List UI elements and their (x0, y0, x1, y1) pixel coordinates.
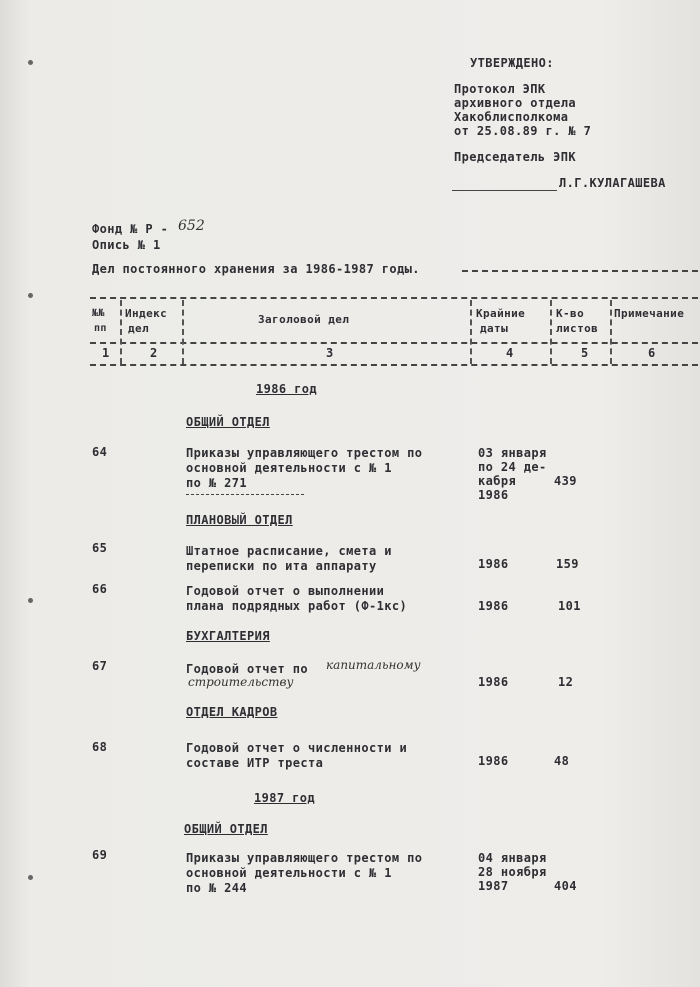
column-header-index: Индекс (125, 307, 168, 320)
column-header-notes: Примечание (614, 307, 685, 320)
column-header-num: №№ (92, 308, 105, 319)
opis-label: Опись № 1 (92, 238, 161, 252)
column-header-num: пп (94, 323, 107, 334)
row-sheets: 101 (558, 599, 581, 613)
column-number: 4 (506, 346, 514, 360)
column-divider (120, 300, 122, 364)
row-sheets: 439 (554, 474, 577, 488)
row-title: Годовой отчет о выполнении (186, 584, 385, 598)
row-number: 66 (92, 582, 108, 596)
row-title: плана подрядных работ (Ф-1кс) (186, 599, 408, 613)
row-title: Годовой отчет по (186, 662, 308, 676)
row-sheets: 159 (556, 557, 579, 571)
binder-hole (28, 875, 33, 880)
row-title: основной деятельности с № 1 (186, 461, 392, 475)
document-title: Дел постоянного хранения за 1986-1987 годы. (92, 262, 420, 276)
column-header-sheets: листов (556, 322, 599, 335)
column-header-title: Заголовой дел (258, 313, 350, 326)
row-dates: 1986 (478, 557, 509, 571)
column-number: 1 (102, 346, 110, 360)
row-separator (186, 494, 304, 495)
section-heading: ПЛАНОВЫЙ ОТДЕЛ (186, 513, 293, 527)
fond-label: Фонд № Р - (92, 222, 169, 236)
column-divider (550, 300, 552, 364)
column-divider (182, 300, 184, 364)
approval-line: от 25.08.89 г. № 7 (454, 124, 592, 138)
row-dates: 1986 (478, 488, 509, 502)
column-header-dates: даты (480, 322, 509, 335)
approval-title: УТВЕРЖДЕНО: (470, 56, 554, 70)
row-title: по № 244 (186, 881, 247, 895)
column-number: 2 (150, 346, 158, 360)
row-dates: кабря (478, 474, 517, 488)
header-bottom-line (90, 364, 698, 366)
approval-line: Хакоблисполкома (454, 110, 569, 124)
row-title: переписки по ита аппарату (186, 559, 377, 573)
row-title: Штатное расписание, смета и (186, 544, 392, 558)
row-dates: 1986 (478, 754, 509, 768)
approval-line: Протокол ЭПК (454, 82, 546, 96)
row-dates: 04 января (478, 851, 547, 865)
row-sheets: 12 (558, 675, 574, 689)
row-title: по № 271 (186, 476, 247, 490)
year-heading: 1986 год (256, 382, 317, 396)
header-top-line (90, 297, 698, 299)
column-number: 6 (648, 346, 656, 360)
row-dates: по 24 де- (478, 460, 547, 474)
row-title: составе ИТР треста (186, 756, 324, 770)
binder-hole (28, 60, 33, 65)
row-dates: 1987 (478, 879, 509, 893)
row-dates: 1986 (478, 675, 509, 689)
column-header-dates: Крайние (476, 307, 526, 320)
approval-line: архивного отдела (454, 96, 576, 110)
section-heading: ОБЩИЙ ОТДЕЛ (186, 415, 270, 429)
column-number: 3 (326, 346, 334, 360)
approval-chair-name: Л.Г.КУЛАГАШЕВА (559, 176, 666, 190)
row-sheets: 48 (554, 754, 570, 768)
row-dates: 03 января (478, 446, 547, 460)
column-number: 5 (581, 346, 589, 360)
row-title: Годовой отчет о численности и (186, 741, 408, 755)
row-title: основной деятельности с № 1 (186, 866, 392, 880)
row-number: 68 (92, 740, 108, 754)
year-heading: 1987 год (254, 791, 315, 805)
approval-chair-title: Председатель ЭПК (454, 150, 576, 164)
signature-line (452, 190, 557, 191)
column-header-index: дел (128, 322, 150, 335)
section-heading: ОТДЕЛ КАДРОВ (186, 705, 278, 719)
handwritten-title: капитальному (326, 658, 421, 672)
fond-number: 652 (178, 218, 205, 234)
binder-hole (28, 293, 33, 298)
row-number: 69 (92, 848, 108, 862)
column-divider (610, 300, 612, 364)
column-divider (470, 300, 472, 364)
section-heading: БУХГАЛТЕРИЯ (186, 629, 270, 643)
section-heading: ОБЩИЙ ОТДЕЛ (184, 822, 268, 836)
row-number: 65 (92, 541, 108, 555)
column-header-sheets: К-во (556, 307, 585, 320)
row-title: Приказы управляющего трестом по (186, 851, 423, 865)
row-number: 67 (92, 659, 108, 673)
title-dash-line (462, 270, 698, 272)
binder-hole (28, 598, 33, 603)
row-dates: 1986 (478, 599, 509, 613)
handwritten-title: строительству (188, 675, 294, 689)
row-title: Приказы управляющего трестом по (186, 446, 423, 460)
row-dates: 28 ноября (478, 865, 547, 879)
row-number: 64 (92, 445, 108, 459)
row-sheets: 404 (554, 879, 577, 893)
